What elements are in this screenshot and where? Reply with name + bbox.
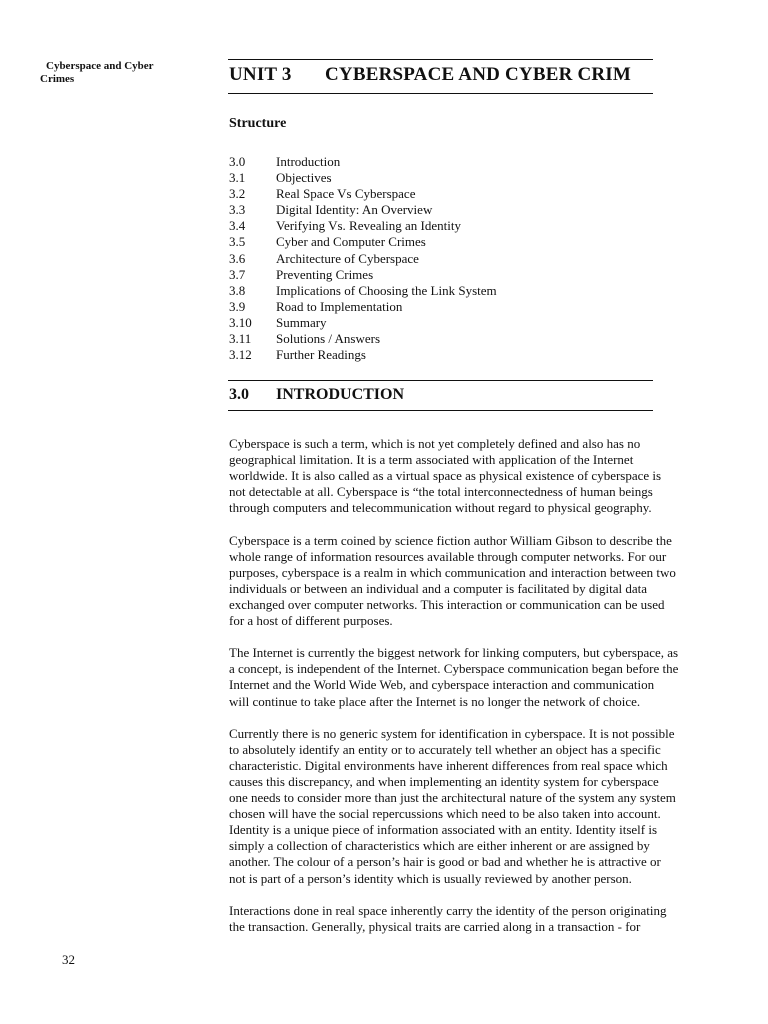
- paragraph: [229, 533, 729, 630]
- toc-item: [229, 202, 497, 218]
- paragraph-line: characteristic. Digital environments have inherent differences from real space which: [229, 757, 668, 773]
- margin-label-line-1: Cyberspace and Cyber: [46, 60, 154, 72]
- section-top-rule: [228, 380, 653, 381]
- toc-item-label: Objectives: [276, 170, 332, 186]
- toc-item-label: Architecture of Cyberspace: [276, 250, 419, 266]
- margin-running-title: [40, 60, 180, 86]
- paragraph-line: Internet and the World Wide Web, and cyberspace interaction and communication: [229, 677, 655, 693]
- paragraph-line: Interactions done in real space inherently carry the identity of the person originating: [229, 902, 667, 918]
- paragraph-line: a concept, is independent of the Internet. Cyberspace communication began before the: [229, 661, 679, 677]
- toc-item: [229, 331, 497, 347]
- paragraph-line: Cyberspace is a term coined by science fiction author William Gibson to describe the: [229, 532, 672, 548]
- toc-item: [229, 315, 497, 331]
- toc-item-number: 3.7: [229, 266, 246, 282]
- toc-item-label: Introduction: [276, 154, 341, 169]
- paragraph-line: Currently there is no generic system for identification in cyberspace. It is not possible: [229, 725, 675, 741]
- toc-item-number: 3.2: [229, 186, 246, 202]
- paragraph-line: purposes, cyberspace is a realm in which communication and interaction between two: [229, 564, 676, 580]
- toc-item: [229, 154, 497, 170]
- toc-item: [229, 234, 497, 250]
- page-number: 32: [62, 952, 75, 967]
- toc-item-number: 3.8: [229, 282, 246, 298]
- toc-item-label: Real Space Vs Cyberspace: [276, 186, 416, 202]
- paragraph-line: one needs to consider more than just the architectural nature of the system any system: [229, 790, 676, 806]
- toc-item-label: Solutions / Answers: [276, 331, 381, 347]
- section-heading: [229, 386, 404, 404]
- toc-item: [229, 251, 497, 267]
- toc-item-label: Road to Implementation: [276, 298, 403, 314]
- paragraph-line: for a host of different purposes.: [229, 613, 393, 629]
- toc-item-number: 3.9: [229, 298, 246, 314]
- toc-item-number: 3.12: [229, 347, 252, 363]
- paragraph-line: Identity is a unique piece of information associated with an entity. Identity itself is: [229, 822, 658, 838]
- paragraph-line: individuals or between an individual and a computer is facilitated by digital data: [229, 580, 648, 596]
- toc-item-label: Cyber and Computer Crimes: [276, 234, 426, 250]
- paragraph-line: worldwide. It is also called as a virtual space as physical existence of cyberspace is: [229, 468, 662, 484]
- body-text: [229, 436, 729, 951]
- toc-item-label: Preventing Crimes: [276, 266, 374, 282]
- section-title: INTRODUCTION: [276, 386, 405, 403]
- paragraph: [229, 436, 729, 516]
- toc-item-number: 3.6: [229, 250, 246, 266]
- paragraph-line: causes this discrepancy, and when implementing an identity system for cyberspace: [229, 773, 659, 789]
- unit-title-text: CYBERSPACE AND CYBER CRIM: [325, 64, 632, 85]
- paragraph: [229, 903, 729, 935]
- margin-label-line-2: Crimes: [40, 73, 75, 85]
- toc-item-label: Further Readings: [276, 347, 366, 363]
- section-number: 3.0: [229, 386, 249, 403]
- paragraph-line: to absolutely identify an entity or to accurately tell whether an object has a specific: [229, 741, 661, 757]
- paragraph-line: geographical limitation. It is a term associated with application of the Internet: [229, 452, 634, 468]
- unit-bottom-rule: [228, 93, 653, 94]
- paragraph-line: another. The colour of a person’s hair is good or bad and whether he is attractive or: [229, 854, 661, 870]
- paragraph-line: whole range of information resources available through computer networks. For our: [229, 548, 667, 564]
- toc-item-label: Verifying Vs. Revealing an Identity: [276, 218, 461, 234]
- toc-item-number: 3.0: [229, 154, 246, 169]
- toc-item: [229, 186, 497, 202]
- toc-item-number: 3.10: [229, 314, 252, 330]
- toc-item: [229, 267, 497, 283]
- paragraph-line: the transaction. Generally, physical traits are carried along in a transaction - for: [229, 918, 641, 934]
- unit-title: [229, 64, 659, 86]
- paragraph-line: not is part of a person’s identity which is usually reviewed by another person.: [229, 870, 632, 886]
- paragraph: [229, 645, 729, 709]
- paragraph: [229, 726, 729, 887]
- toc-item-number: 3.11: [229, 331, 252, 347]
- toc-item-label: Digital Identity: An Overview: [276, 202, 433, 218]
- paragraph-line: will continue to take place after the Internet is no longer the network of choice.: [229, 693, 641, 709]
- toc-item: [229, 299, 497, 315]
- toc-item-number: 3.3: [229, 202, 246, 218]
- toc-item: [229, 170, 497, 186]
- table-of-contents: [229, 154, 497, 363]
- toc-item: [229, 283, 497, 299]
- toc-item-label: Implications of Choosing the Link System: [276, 282, 497, 298]
- paragraph-line: not detectable at all. Cyberspace is “the total interconnectedness of human beings: [229, 484, 653, 500]
- unit-number: UNIT 3: [229, 64, 292, 85]
- section-bottom-rule: [228, 410, 653, 411]
- paragraph-line: chosen will have the social repercussions which need to be also taken into account.: [229, 806, 661, 822]
- paragraph-line: The Internet is currently the biggest network for linking computers, but cyberspace, as: [229, 645, 679, 661]
- structure-heading: Structure: [229, 116, 287, 131]
- paragraph-line: simply a collection of characteristics which are either inherent or are assigned by: [229, 838, 650, 854]
- toc-item: [229, 218, 497, 234]
- unit-top-rule: [228, 59, 653, 60]
- paragraph-line: Cyberspace is such a term, which is not yet completely defined and also has no: [229, 436, 641, 451]
- toc-item-number: 3.4: [229, 218, 246, 234]
- toc-item-number: 3.1: [229, 170, 246, 186]
- toc-item: [229, 347, 497, 363]
- toc-item-label: Summary: [276, 314, 327, 330]
- paragraph-line: through computers and telecommunication without regard to physical geography.: [229, 500, 652, 516]
- paragraph-line: exchanged over computer networks. This interaction or communication can be used: [229, 596, 665, 612]
- toc-item-number: 3.5: [229, 234, 246, 250]
